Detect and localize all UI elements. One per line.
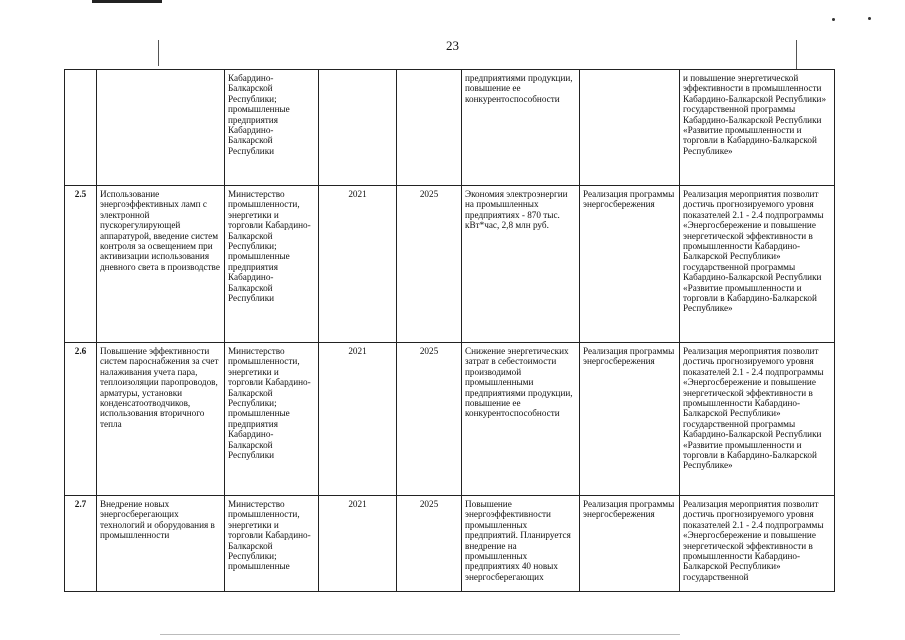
- executor-cell: Министерство промышленности, энергетики и торговли Кабардино-Балкарской Республики; промышленные предприятия Кабардино-Балкарской Республики: [225, 186, 319, 343]
- table-row: [65, 70, 835, 186]
- end-year-cell: 2025: [397, 186, 462, 343]
- source-cell: Реализация программы энергосбережения: [580, 186, 680, 343]
- result-cell: Экономия электроэнергии на промышленных предприятиях - 870 тыс. кВт*час, 2,8 млн руб.: [462, 186, 580, 343]
- page-number: 23: [446, 38, 459, 53]
- event-cell: [97, 70, 225, 186]
- table-row: [65, 496, 835, 592]
- scan-speck: [832, 18, 835, 21]
- end-year-cell: 2025: [397, 496, 462, 592]
- executor-cell: Кабардино-Балкарской Республики; промышленные предприятия Кабардино-Балкарской Республики: [225, 70, 319, 186]
- table-row: [65, 343, 835, 496]
- event-cell: Повышение эффективности систем пароснабжения за счет налаживания учета пара, теплоизоляции паропроводов, арматуры, установки конденсатоотводчиков, использования вторичного тепла: [97, 343, 225, 496]
- measures-table: [64, 69, 835, 592]
- link-cell: Реализация мероприятия позволит достичь прогнозируемого уровня показателей 2.1 - 2.4 подпрограммы «Энергосбережение и повышение энергетической эффективности в промышленности Кабардино-Балкарской Республики» государственной: [680, 496, 835, 592]
- event-cell: Внедрение новых энергосберегающих технологий и оборудования в промышленности: [97, 496, 225, 592]
- start-year-cell: 2021: [319, 186, 397, 343]
- source-cell: Реализация программы энергосбережения: [580, 496, 680, 592]
- executor-cell: Министерство промышленности, энергетики и торговли Кабардино-Балкарской Республики; промышленные: [225, 496, 319, 592]
- scan-bottom-artifact: [160, 634, 680, 635]
- start-year-cell: [319, 70, 397, 186]
- start-year-cell: 2021: [319, 496, 397, 592]
- result-cell: Повышение энергоэффективности промышленных предприятий. Планируется внедрение на промышленных предприятиях 40 новых энергосберегающих: [462, 496, 580, 592]
- start-year-cell: 2021: [319, 343, 397, 496]
- row-number: [65, 70, 97, 186]
- row-number: 2.5: [65, 186, 97, 343]
- scan-speck: [868, 17, 871, 20]
- link-cell: Реализация мероприятия позволит достичь прогнозируемого уровня показателей 2.1 - 2.4 подпрограммы «Энергосбережение и повышение энергетической эффективности в промышленности Кабардино-Балкарской Республики» государственной программы Кабардино-Балкарской Республики «Развитие промышленности и торговли в Кабардино-Балкарской Республике»: [680, 343, 835, 496]
- link-cell: и повышение энергетической эффективности в промышленности Кабардино-Балкарской Республики» государственной программы Кабардино-Балкарской Республики «Развитие промышленности и торговли в Кабардино-Балкарской Республике»: [680, 70, 835, 186]
- result-cell: предприятиями продукции, повышение ее конкурентоспособности: [462, 70, 580, 186]
- result-cell: Снижение энергетических затрат в себестоимости производимой промышленными предприятиями продукции, повышение ее конкурентоспособности: [462, 343, 580, 496]
- end-year-cell: 2025: [397, 343, 462, 496]
- row-number: 2.7: [65, 496, 97, 592]
- end-year-cell: [397, 70, 462, 186]
- row-number: 2.6: [65, 343, 97, 496]
- event-cell: Использование энергоэффективных ламп с электронной пускорегулирующей аппаратурой, введение систем контроля за освещением при активизации использования дневного света в производстве: [97, 186, 225, 343]
- source-cell: Реализация программы энергосбережения: [580, 343, 680, 496]
- link-cell: Реализация мероприятия позволит достичь прогнозируемого уровня показателей 2.1 - 2.4 подпрограммы «Энергосбережение и повышение энергетической эффективности в промышленности Кабардино-Балкарской Республики» государственной программы Кабардино-Балкарской Республики «Развитие промышленности и торговли в Кабардино-Балкарской Республике»: [680, 186, 835, 343]
- scan-artifact-mark: [92, 0, 162, 3]
- source-cell: [580, 70, 680, 186]
- executor-cell: Министерство промышленности, энергетики и торговли Кабардино-Балкарской Республики; промышленные предприятия Кабардино-Балкарской Республики: [225, 343, 319, 496]
- table-row: [65, 186, 835, 343]
